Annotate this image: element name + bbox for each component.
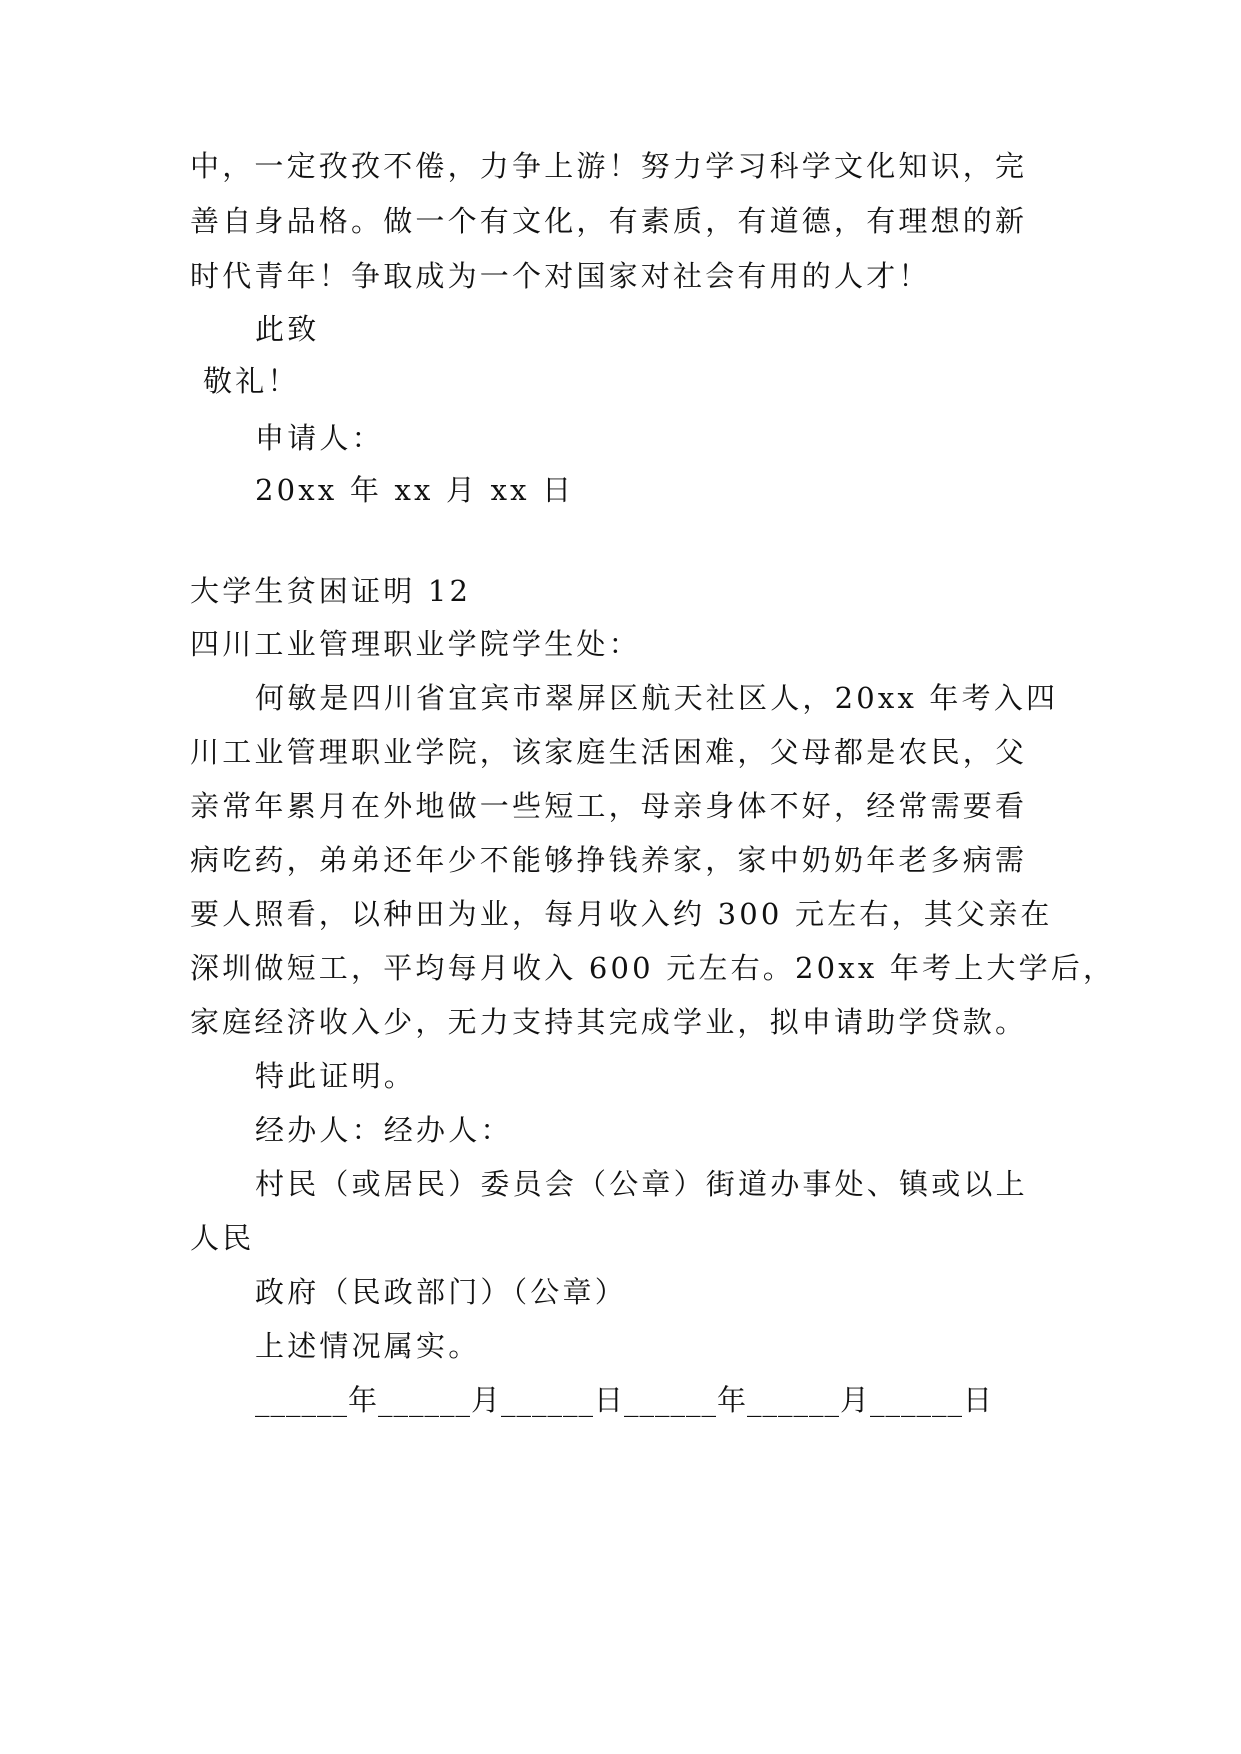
certificate-body-line: 何敏是四川省宜宾市翠屏区航天社区人，20xx 年考入四 bbox=[255, 681, 1059, 715]
letter-body-line: 善自身品格。做一个有文化，有素质，有道德，有理想的新 bbox=[190, 204, 1028, 238]
committee-line: 村民（或居民）委员会（公章）街道办事处、镇或以上 bbox=[255, 1167, 1028, 1201]
certificate-body-line: 家庭经济收入少，无力支持其完成学业，拟申请助学贷款。 bbox=[190, 1005, 1028, 1039]
certificate-body-line: 病吃药，弟弟还年少不能够挣钱养家，家中奶奶年老多病需 bbox=[190, 843, 1028, 877]
letter-date: 20xx 年 xx 月 xx 日 bbox=[255, 473, 575, 507]
letter-closing: 此致 bbox=[255, 312, 320, 346]
certificate-body-line: 要人照看，以种田为业，每月收入约 300 元左右，其父亲在 bbox=[190, 897, 1053, 931]
certificate-body-line: 川工业管理职业学院，该家庭生活困难，父母都是农民，父 bbox=[190, 735, 1028, 769]
committee-line-continued: 人民 bbox=[190, 1221, 255, 1255]
letter-body-line: 时代青年！争取成为一个对国家对社会有用的人才！ bbox=[190, 259, 931, 293]
government-line: 政府（民政部门）（公章） bbox=[255, 1275, 627, 1309]
certificate-addressee: 四川工业管理职业学院学生处： bbox=[190, 627, 641, 661]
date-blanks: ______年______月______日______年______月______日 bbox=[255, 1383, 994, 1417]
certificate-body-line: 亲常年累月在外地做一些短工，母亲身体不好，经常需要看 bbox=[190, 789, 1028, 823]
applicant-label: 申请人： bbox=[255, 421, 384, 455]
handlers-label: 经办人：经办人： bbox=[255, 1113, 513, 1147]
certificate-title: 大学生贫困证明 12 bbox=[190, 574, 472, 608]
letter-salute: 敬礼！ bbox=[203, 364, 300, 398]
confirm-statement: 上述情况属实。 bbox=[255, 1329, 481, 1363]
letter-body-line: 中，一定孜孜不倦，力争上游！努力学习科学文化知识，完 bbox=[190, 149, 1028, 183]
special-note: 特此证明。 bbox=[255, 1059, 417, 1093]
certificate-body-line: 深圳做短工，平均每月收入 600 元左右。20xx 年考上大学后， bbox=[190, 951, 1116, 985]
